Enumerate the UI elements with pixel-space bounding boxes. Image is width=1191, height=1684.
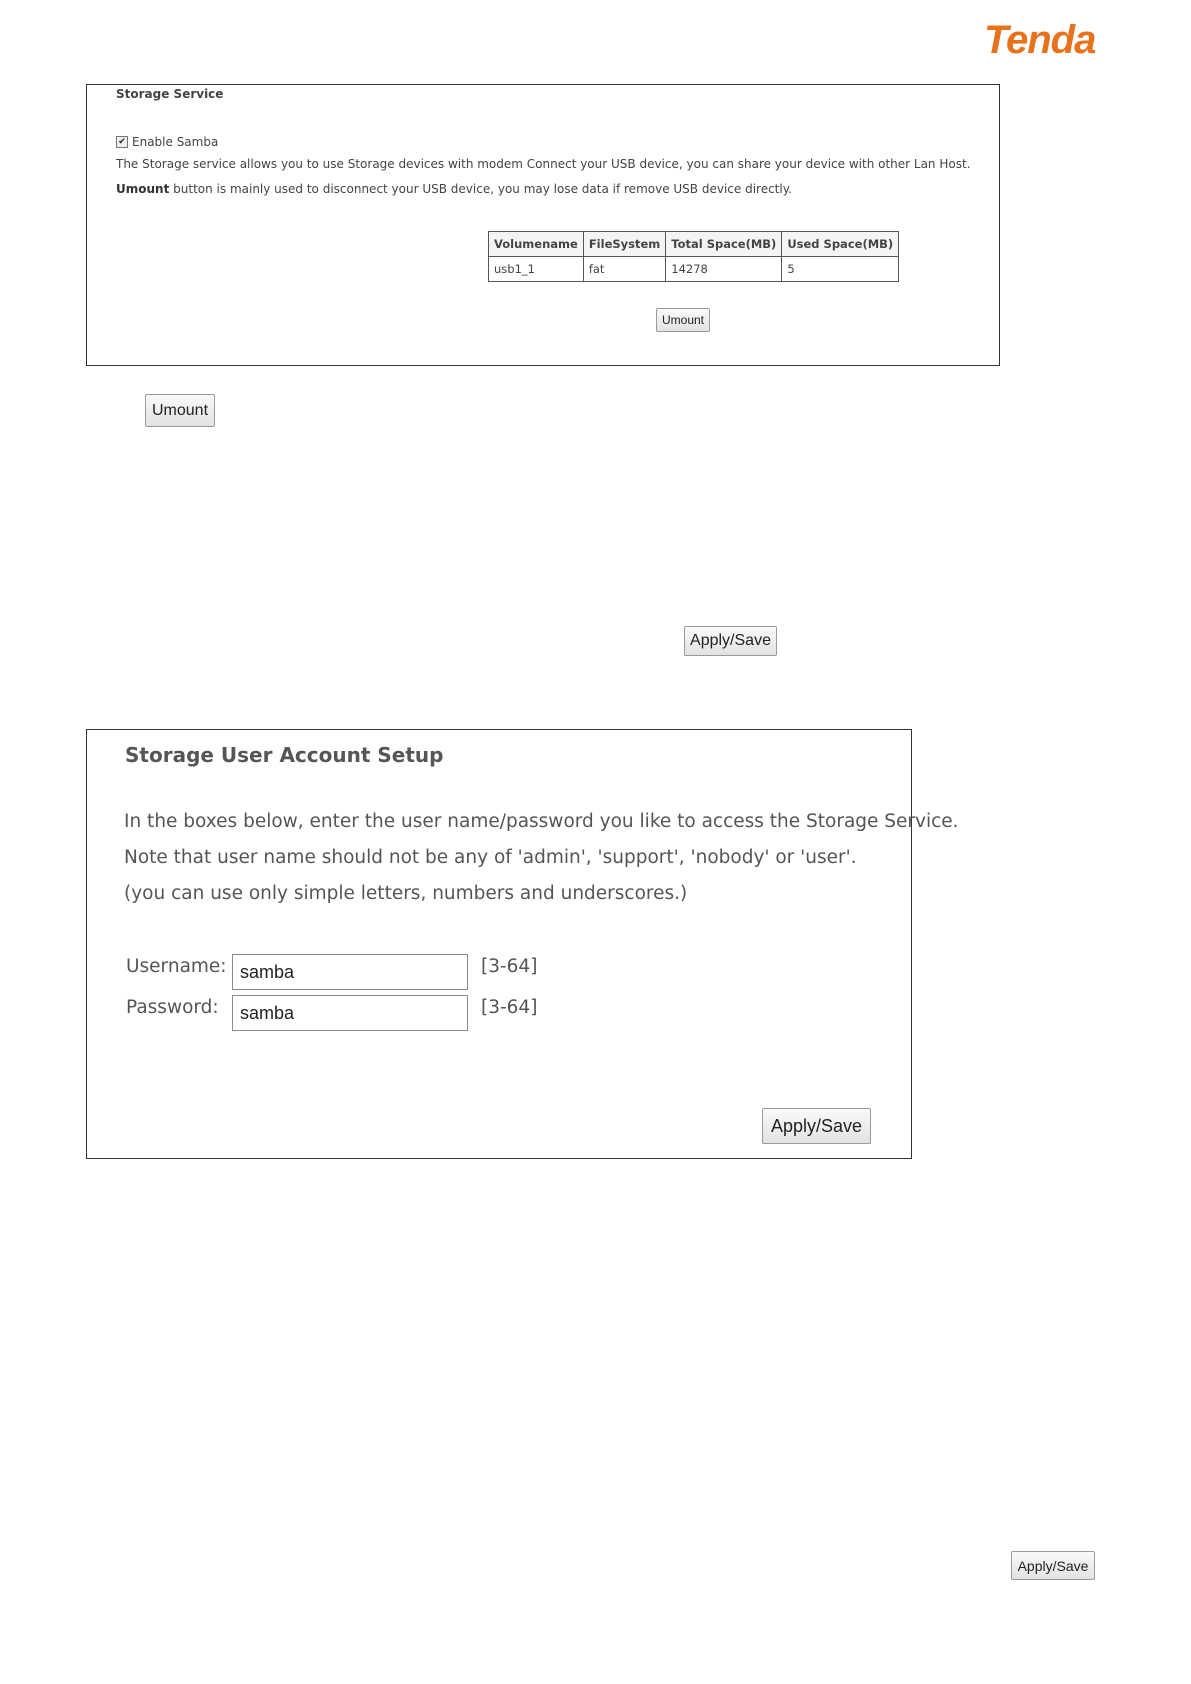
cell-used-space: 5 [782,257,899,282]
password-label: Password: [126,997,219,1018]
header-volumename: Volumename [489,232,584,257]
user-account-line3: (you can use only simple letters, numbers and underscores.) [124,883,688,904]
umount-button[interactable]: Umount [656,308,710,332]
volume-table [488,231,899,282]
tenda-logo: Tenda [984,18,1096,62]
cell-total-space: 14278 [666,257,782,282]
user-account-panel [86,729,959,1159]
header-filesystem: FileSystem [583,232,665,257]
username-range: [3-64] [481,956,538,977]
apply-save-button[interactable]: Apply/Save [684,626,777,656]
enable-samba-row [116,135,218,149]
cell-filesystem: fat [583,257,665,282]
umount-note-rest: button is mainly used to disconnect your USB device, you may lose data if remove USB device directly. [169,182,792,196]
cell-volumename: usb1_1 [489,257,584,282]
umount-note [116,182,792,196]
storage-service-panel [86,84,1000,366]
umount-note-bold: Umount [116,182,170,196]
password-range: [3-64] [481,997,538,1018]
user-account-line1: In the boxes below, enter the user name/password you like to access the Storage Service. [124,811,959,832]
header-used-space: Used Space(MB) [782,232,899,257]
table-row [489,257,899,282]
username-label: Username: [126,956,227,977]
storage-service-title: Storage Service [116,87,224,101]
umount-button-large[interactable]: Umount [145,394,215,427]
user-account-line2: Note that user name should not be any of 'admin', 'support', 'nobody' or 'user'. [124,847,857,868]
password-input[interactable] [232,995,468,1031]
user-account-title: Storage User Account Setup [125,743,444,767]
header-total-space: Total Space(MB) [666,232,782,257]
enable-samba-label: Enable Samba [132,135,219,149]
apply-save-button-footer[interactable]: Apply/Save [1011,1551,1095,1580]
storage-service-description: The Storage service allows you to use Storage devices with modem Connect your USB device, you can share your device with other Lan Host. [116,157,971,171]
apply-save-button-account[interactable]: Apply/Save [762,1108,871,1144]
username-input[interactable] [232,954,468,990]
volume-table-header-row [489,232,899,257]
enable-samba-checkbox[interactable]: ✔ [116,136,128,148]
